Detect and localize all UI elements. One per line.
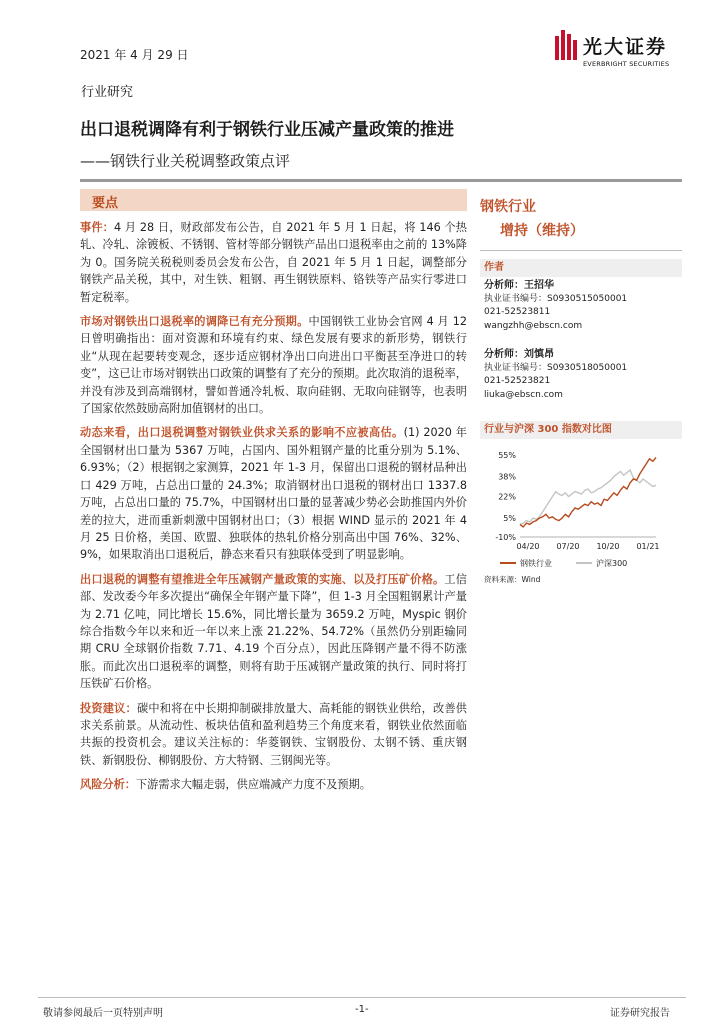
paragraph-risk-label: 风险分析： [80,778,136,792]
y-tick-label: 38% [498,472,516,482]
summary-heading: 要点 [92,196,119,211]
paragraph-investment-text: 碳中和将在中长期抑制碳排放量大、高耗能的钢铁业供给，改善供求关系前景。从流动性、板块估值和盈利趋势三个角度来看，钢铁业依然面临共振的投资机会。建议关注标的：华菱钢铁、宝钢股份、太钢不锈、重庆钢铁、新钢股份、柳钢股份、方大特钢、三钢闽光等。 [80,701,467,767]
paragraph-policy-label: 出口退税的调整有望推进全年压减钢产量政策的实施、以及打压矿价格。 [80,572,445,586]
sidebar-divider [480,250,682,251]
header-divider [80,179,682,182]
logo-name-en: EVERBRIGHT SECURITIES [583,60,670,68]
analyst-2-cert: 执业证书编号：S0930518050001 [484,362,628,373]
paragraph-risk [80,776,467,793]
y-tick-label: 55% [498,451,516,460]
paragraph-expectation [80,313,467,417]
paragraph-investment [80,700,467,770]
series-line-hs300 [520,470,656,524]
paragraph-event-text: 4 月 28 日，财政部发布公告，自 2021 年 5 月 1 日起，将 146 个热轧、冷轧、涂镀板、不锈钢、管材等部分钢铁产品出口退税率由之前的 13%降为 0。国务院关税税则委员会发布公告，自 2021 年 5 月 1 日起，调整部分钢铁产品关税，其中，对生铁、粗钢、再生钢铁原料、铬铁等产品实行零进口暂定税率。 [80,221,467,304]
authors-heading: 作者 [480,259,682,277]
report-category: 行业研究 [81,85,134,100]
y-tick-label: 22% [498,492,516,502]
paragraph-dynamics-label: 动态来看，出口退税调整对钢铁业供求关系的影响不应被高估。 [80,426,404,440]
page-title: 出口退税调降有利于钢铁行业压减产量政策的推进 [80,120,454,140]
paragraph-event-label: 事件： [80,221,115,234]
legend-label: 沪深300 [596,559,628,568]
paragraph-investment-label: 投资建议： [80,701,137,715]
footer-disclaimer[interactable]: 敬请参阅最后一页特别声明 [43,1008,163,1019]
chart-source: 资料来源：Wind [484,575,541,584]
x-tick-label: 07/20 [556,542,580,551]
analyst-2-phone: 021-52523821 [484,376,551,386]
chart-heading: 行业与沪深 300 指数对比图 [480,421,682,439]
analyst-2-name: 分析师：刘慎昂 [484,349,554,360]
x-tick-label: 10/20 [596,542,620,551]
analyst-block-1 [484,279,627,333]
sector-name: 钢铁行业 [480,199,536,215]
x-tick-label: 04/20 [516,542,540,551]
paragraph-expectation-text: 中国钢铁工业协会官网 4 月 12 日曾明确指出：面对资源和环境有约束、绿色发展有要求的新形势，钢铁行业“从现在起要转变观念，逐步适应钢材净出口向进出口平衡甚至净进口的转变”，这已让市场对钢铁出口政策的调整有了充分的预期。此次取消的退税率，并没有涉及到高端钢材，譬如普通冷轧板、取向硅钢、无取向硅钢等，也表明了国家依然鼓励高附加值钢材的出口。 [80,315,467,416]
y-tick-label: 5% [503,514,516,524]
footer-divider [38,997,686,998]
logo-name-cn: 光大证券 [583,36,668,58]
sector-rating: 增持（维持） [500,223,584,239]
paragraph-policy-text: 工信部、发改委今年多次提出“确保全年钢产量下降”，但 1-3 月全国粗钢累计产量为 2.71 亿吨，同比增长 15.6%，同比增长量为 3659.2 万吨，Myspic 钢价综合指数今年以来和近一年以来上涨 21.22%、54.72%（虽然仍分别距输同期 CRU 全球钢价指数 7.71、4.19 个百分点），因此压降钢产量不得不防涨胀。而此次出口退税率的调整，则将有助于压减钢产量政策的执行、同时将打压铁矿石价格。 [80,572,467,691]
y-tick-label: -10% [495,533,516,542]
footer-report-type: 证券研究报告 [610,1008,670,1019]
performance-chart [480,443,682,583]
summary-band [80,189,467,211]
analyst-1-phone: 021-52523811 [484,307,551,317]
paragraph-event [80,219,467,306]
x-tick-label: 01/21 [636,542,660,551]
analyst-2-email[interactable]: liuka@ebscn.com [484,389,563,400]
page-subtitle: ——钢铁行业关税调整政策点评 [80,152,291,170]
paragraph-risk-text: 下游需求大幅走弱，供应端减产力度不及预期。 [135,778,371,792]
paragraph-policy [80,571,467,693]
logo-mark-icon [551,30,579,60]
analyst-1-name: 分析师：王招华 [484,280,554,291]
paragraph-dynamics [80,424,467,563]
analyst-1-cert: 执业证书编号：S0930515050001 [484,293,628,304]
paragraph-dynamics-text: (1) 2020 年全国钢材出口量为 5367 万吨，占国内、国外粗钢产量的比重分别为 5.1%、6.93%；（2）根据钢之家测算，2021 年 1-3 月，保留出口退税的钢材品种出口 429 万吨，占总出口量的 24.3%；取消钢材出口退税的钢材出口 1337.8 万吨，占总出口量的 75.7%，中国钢材出口量的显著减少势必会助推国内外价差的拉大，进而重新刺激中国钢材出口；（3）根据 WIND 显示的 2021 年 4 月 25 日价格，美国、欧盟、独联体的热轧价格分别高出中国 76%、32%、9%，如果取消出口退税后，静态来看只有独联体受到了明显影响。 [80,426,467,562]
analyst-1-email[interactable]: wangzhh@ebscn.com [484,320,583,331]
legend-label: 钢铁行业 [520,559,552,568]
company-logo [551,28,681,78]
summary-body [80,219,467,801]
report-date: 2021 年 4 月 29 日 [80,48,189,62]
analyst-block-2 [484,348,627,402]
performance-chart-svg [480,443,682,573]
paragraph-expectation-label: 市场对钢铁出口退税率的调降已有充分预期。 [80,315,309,329]
page-number: -1- [355,1004,369,1015]
